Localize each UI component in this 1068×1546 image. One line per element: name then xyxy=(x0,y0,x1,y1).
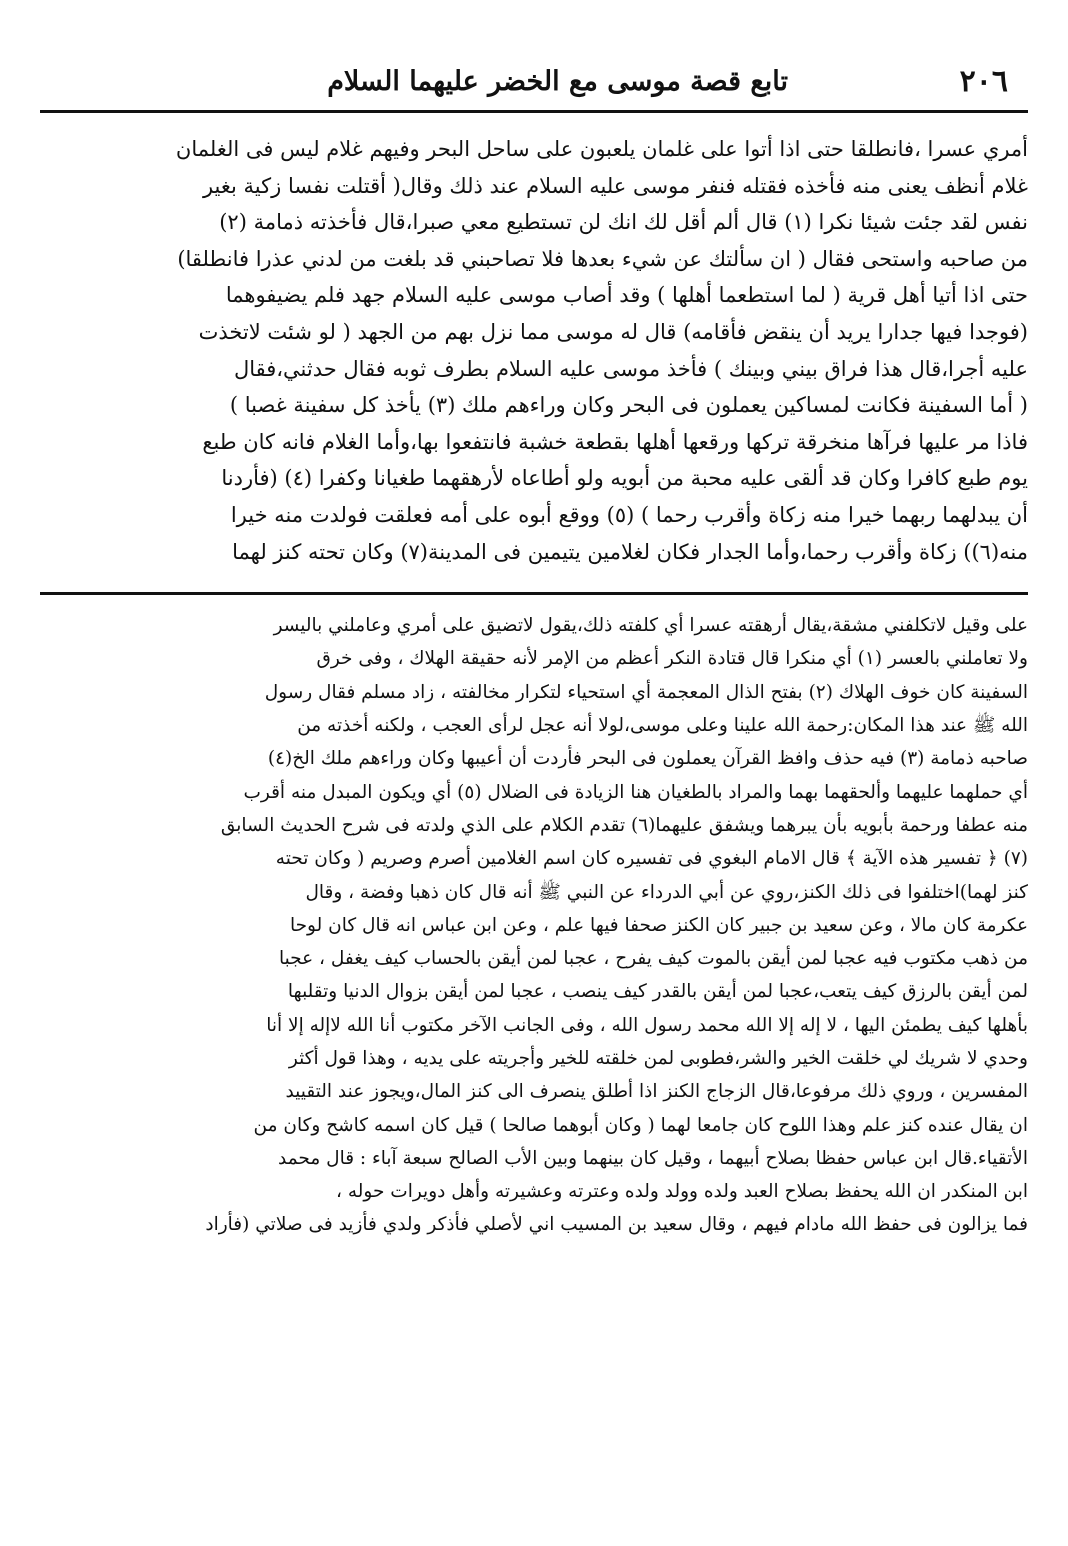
note-line: من ذهب مكتوب فيه عجبا لمن أيقن بالموت كيف يفرح ، عجبا لمن أيقن بالحساب كيف يغفل ، عجبا xyxy=(278,948,1028,970)
note-line: ولا تعاملني بالعسر (١) أي منكرا قال قتادة النكر أعظم من الإمر لأنه حقيقة الهلاك ، وفى خرق xyxy=(316,648,1028,670)
text-line: أمري عسرا ،فانطلقا حتى اذا أتوا على غلمان يلعبون على ساحل البحر وفيهم غلام ليس فى الغلمان xyxy=(175,137,1028,161)
note-line: (٧) ﴿ تفسير هذه الآية ﴾ قال الامام البغوي فى تفسيره كان اسم الغلامين أصرم وصريم ( وكان تحته xyxy=(275,848,1028,870)
text-line: ( أما السفينة فكانت لمساكين يعملون فى البحر وكان وراءهم ملك (٣) يأخذ كل سفينة غصبا ) xyxy=(229,393,1028,418)
text-line: يوم طبع كافرا وكان قد ألقى عليه محبة من أبويه ولو أطاعاه لأرهقهما طغيانا وكفرا (٤) (فأردنا xyxy=(221,466,1028,491)
text-line: عليه أجرا،قال هذا فراق بيني وبينك ) فأخذ موسى عليه السلام بطرف ثوبه فقال حدثني،فقال xyxy=(233,356,1028,381)
note-line: أي حملهما عليهما وألحقهما بهما والمراد بالطغيان هنا الزيادة فى الضلال (٥) أي ويكون المبدل منه أقرب xyxy=(243,781,1028,803)
note-line: منه عطفا ورحمة بأبويه بأن يبرهما ويشفق عليهما(٦) تقدم الكلام على الذي ولدته فى شرح الحديث السابق xyxy=(220,814,1028,836)
page-header xyxy=(40,60,1028,113)
running-title: تابع قصة موسى مع الخضر عليهما السلام xyxy=(327,66,788,97)
note-line: على وقيل لاتكلفني مشقة،يقال أرهقته عسرا أي كلفته ذلك،يقول لاتضيق على أمري وعاملني باليسر xyxy=(273,615,1028,637)
note-line: فما يزالون فى حفظ الله مادام فيهم ، وقال سعيد بن المسيب اني لأصلي فأذكر ولدي فأزيد فى صلاتي (فأراد xyxy=(205,1214,1028,1236)
note-line: كنز لهما)اختلفوا فى ذلك الكنز،روي عن أبي الدرداء عن النبي ﷺ أنه قال كان ذهبا وفضة ، وقال xyxy=(305,881,1028,903)
text-line: أن يبدلهما ربهما خيرا منه زكاة وأقرب رحما ) (٥) ووقع أبوه على أمه فعلقت فولدت منه خيرا xyxy=(230,502,1028,527)
note-line: الله ﷺ عند هذا المكان:رحمة الله علينا وعلى موسى،لولا أنه عجل لرأى العجب ، ولكنه أخذته من xyxy=(297,715,1028,737)
note-line: عكرمة كان مالا ، وعن سعيد بن جبير كان الكنز صحفا فيها علم ، وعن ابن عباس انه قال كان لوحا xyxy=(289,914,1028,936)
footnotes xyxy=(40,609,1028,1242)
text-line: حتى اذا أتيا أهل قرية ( لما استطعما أهلها ) وقد أصاب موسى عليه السلام جهد فلم يضيفوهما xyxy=(225,283,1028,308)
note-line: السفينة كان خوف الهلاك (٢) بفتح الذال المعجمة أي استحياء لتكرار مخالفته ، زاد مسلم فقال رسول xyxy=(264,681,1028,703)
footnote-separator xyxy=(40,592,1028,595)
text-line: نفس لقد جئت شيئا نكرا (١) قال ألم أقل لك انك لن تستطيع معي صبرا،قال فأخذته ذمامة (٢) xyxy=(219,210,1028,235)
note-line: صاحبه ذمامة (٣) فيه حذف وافظ القرآن يعملون فى البحر فأردت أن أعيبها وكان وراءهم ملك الخ(٤) xyxy=(267,748,1028,770)
book-page xyxy=(40,60,1028,1242)
note-line: وحدي لا شريك لي خلقت الخير والشر،فطوبى لمن خلقته للخير وأجريته على يديه ، وهذا قول أكثر xyxy=(288,1047,1028,1069)
note-line: ابن المنكدر ان الله يحفظ بصلاح العبد ولده وولد ولده وعترته وعشيرته وأهل دويرات حوله ، xyxy=(336,1181,1028,1203)
text-line: فاذا مر عليها فرآها منخرقة تركها ورقعها أهلها بقطعة خشبة فانتفعوا بها،وأما الغلام فانه كان طبع xyxy=(202,429,1028,454)
text-line: غلام أنظف يعنى منه فأخذه فقتله فنفر موسى عليه السلام عند ذلك وقال( أقتلت نفسا زكية بغير xyxy=(202,173,1028,198)
text-line: من صاحبه واستحى فقال ( ان سألتك عن شيء بعدها فلا تصاحبني قد بلغت من لدني عذرا فانطلقا) xyxy=(177,246,1028,271)
main-text xyxy=(40,131,1028,570)
note-line: لمن أيقن بالرزق كيف يتعب،عجبا لمن أيقن بالقدر كيف ينصب ، عجبا لمن أيقن بزوال الدنيا وتقلبها xyxy=(287,981,1028,1003)
note-line: ان يقال عنده كنز علم وهذا اللوح كان جامعا لهما ( وكان أبوهما صالحا ) قيل كان اسمه كاشح وكان من xyxy=(253,1114,1028,1136)
note-line: الأتقياء.قال ابن عباس حفظا بصلاح أبيهما ، وقيل كان بينهما وبين الأب الصالح سبعة آباء : قال محمد xyxy=(277,1147,1028,1169)
note-line: بأهلها كيف يطمئن اليها ، لا إله إلا الله محمد رسول الله ، وفى الجانب الآخر مكتوب أنا الله لاإله إلا أنا xyxy=(266,1014,1028,1036)
page-number: ٢٠٦ xyxy=(959,64,1008,99)
note-line: المفسرين ، وروي ذلك مرفوعا،قال الزجاج الكنز اذا أطلق ينصرف الى كنز المال،ويجوز عند التقييد xyxy=(285,1081,1028,1103)
text-line: (فوجدا فيها جدارا يريد أن ينقض فأقامه) قال له موسى مما نزل بهم من الجهد ( لو شئت لاتخذت xyxy=(198,319,1028,344)
text-line: منه(٦)) زكاة وأقرب رحما،وأما الجدار فكان لغلامين يتيمين فى المدينة(٧) وكان تحته كنز لهما xyxy=(232,539,1028,564)
